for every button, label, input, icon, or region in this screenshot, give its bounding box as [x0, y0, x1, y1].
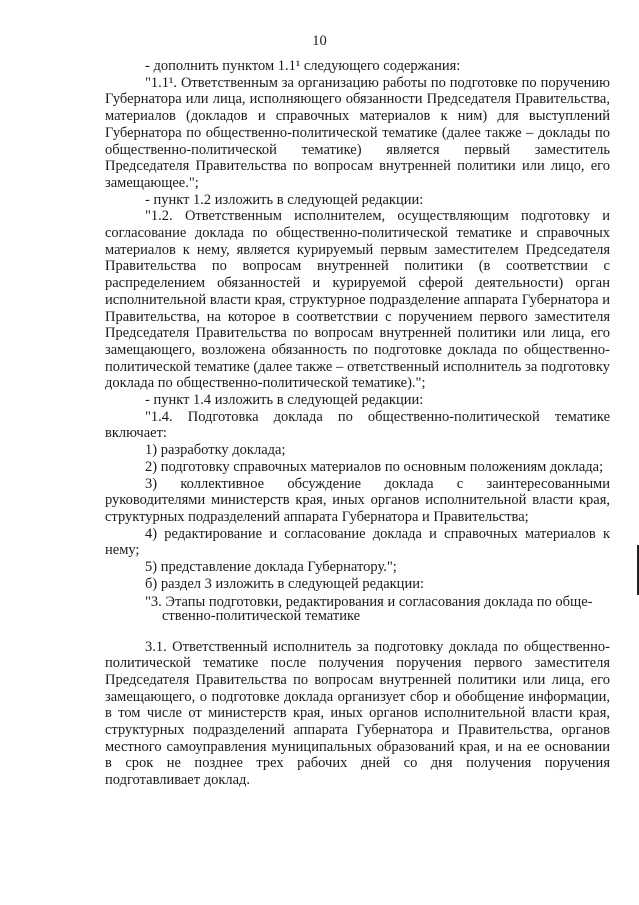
list-item-5: 5) представление доклада Губернатору."; — [145, 559, 397, 576]
section-heading — [105, 595, 610, 623]
section-heading-line1: "3. Этапы подготовки, редактирования и согласования доклада по обще- — [145, 593, 593, 610]
document-body — [105, 58, 610, 789]
list-item-1: 1) разработку доклада; — [145, 442, 286, 459]
paragraph-add-item: - дополнить пунктом 1.1¹ следующего содержания: — [145, 58, 461, 74]
paragraph-section-3-intro: б) раздел 3 изложить в следующей редакции: — [145, 575, 424, 592]
paragraph-item-1-4: "1.4. Подготовка доклада по общественно-политической тематике включает: — [105, 408, 610, 442]
paragraph-3-1: 3.1. Ответственный исполнитель за подготовку доклада по общественно-политической тематике после получения поручения первого заместителя Председателя Правительства по вопросам внутренней политики или лица, его замещающего, о подготовке доклада организует сбор и обобщение информации, в том числе от министерств края, иных органов исполнительной власти края, структурных подразделений аппарата Губернатора и Правительства, органов местного самоуправления муниципальных образований края, и на ее основании в срок не позднее трех рабочих дней со дня получения поручения подготавливает доклад. — [105, 638, 610, 789]
list-item-2: 2) подготовку справочных материалов по основным положениям доклада; — [145, 458, 604, 475]
paragraph-item-1-1-1: "1.1¹. Ответственным за организацию работы по подготовке по поручению Губернатора или лица, исполняющего обязанности Председателя Правительства, материалов (докладов и справочных материалов к ним) для выступлений Губернатора по общественно-политической тематике (далее также – доклады по общественно-политической тематике) является первый заместитель Председателя Правительства по вопросам внутренней политики или лицо, его замещающее."; — [105, 74, 610, 191]
list-item-4: 4) редактирование и согласование доклада и справочных материалов к нему; — [105, 525, 610, 559]
page-number: 10 — [312, 33, 327, 49]
section-heading-line2: ственно-политической тематике — [162, 607, 361, 624]
paragraph-item-1-2-intro: - пункт 1.2 изложить в следующей редакции: — [145, 191, 424, 208]
paragraph-item-1-4-intro: - пункт 1.4 изложить в следующей редакции: — [145, 392, 424, 409]
paragraph-item-1-2: "1.2. Ответственным исполнителем, осуществляющим подготовку и согласование доклада по общественно-политической тематике и справочных материалов к нему, является курируемый первым заместителем Председателя Правительства по вопросам внутренней политики (в соответствии с распределением обязанностей и курируемой сферой деятельности) орган исполнительной власти края, структурное подразделение аппарата Губернатора и Правительства, на которое в соответствии с поручением первого заместителя Председателя Правительства по вопросам внутренней политики или лица, его замещающего, возложена обязанность по подготовке доклада по общественно-политической тематике (далее также – ответственный исполнитель за подготовку доклада по общественно-политической тематике)."; — [105, 208, 610, 392]
list-item-3: 3) коллективное обсуждение доклада с заинтересованными руководителями министерств края, иных органов исполнительной власти края, структурных подразделений аппарата Губернатора и Правительства; — [105, 475, 610, 525]
